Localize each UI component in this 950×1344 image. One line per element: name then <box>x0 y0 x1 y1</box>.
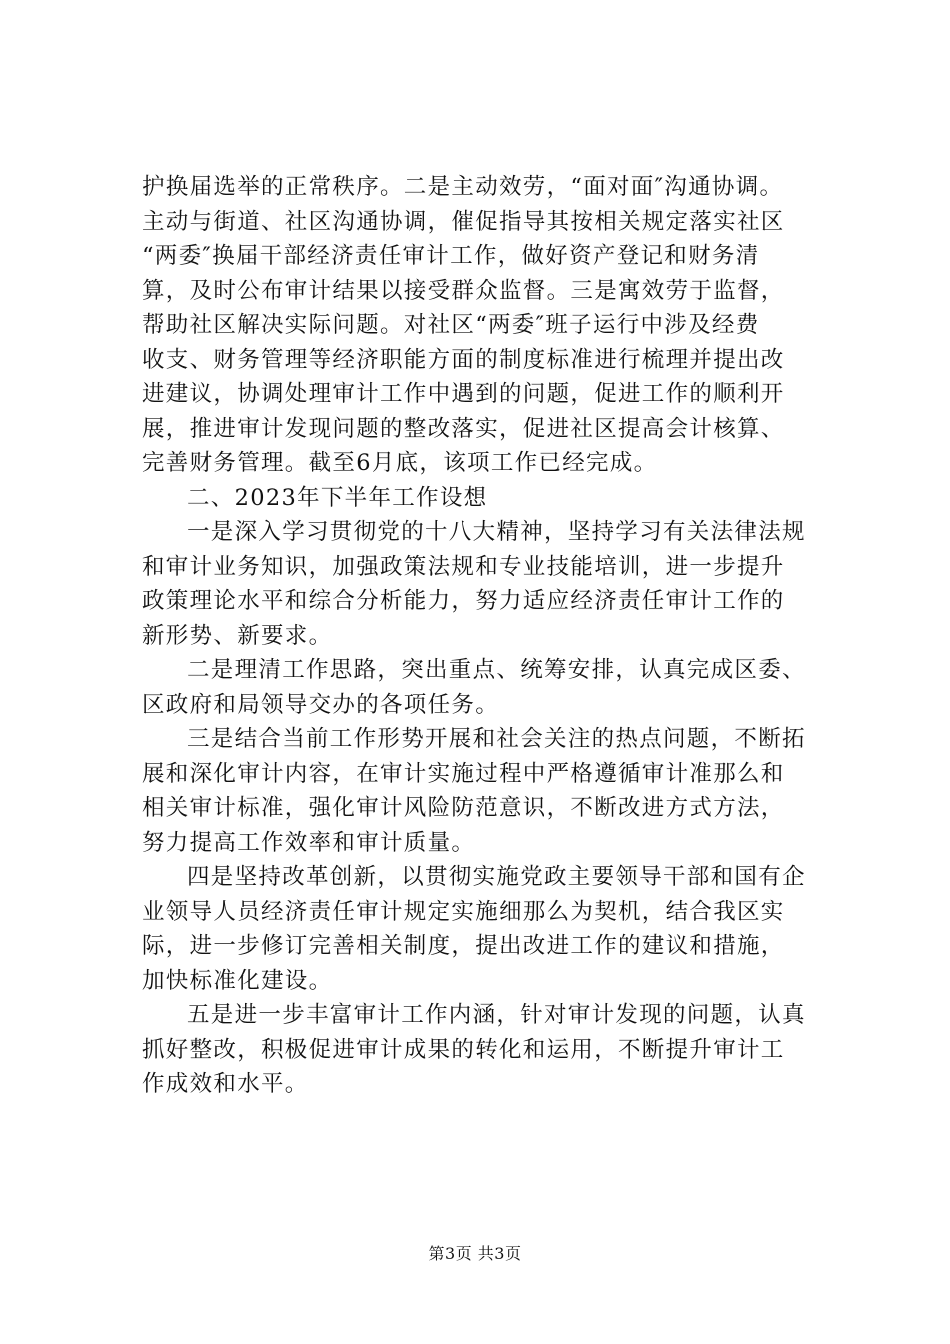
text-line: 政策理论水平和综合分析能力，努力适应经济责任审计工作的 <box>142 588 785 614</box>
text-line: 和审计业务知识，加强政策法规和专业技能培训，进一步提升 <box>142 553 785 580</box>
text-line: 进建议，协调处理审计工作中遇到的问题，促进工作的顺利开 <box>142 381 785 407</box>
text-line: 算，及时公布审计结果以接受群众监督。三是寓效劳于监督， <box>142 277 785 304</box>
text-line: 四是坚持改革创新，以贯彻实施党政主要领导干部和国有企 <box>187 864 806 890</box>
text-line: 抓好整改，积极促进审计成果的转化和运用，不断提升审计工 <box>142 1036 785 1063</box>
text-line: 完善财务管理。截至6月底，该项工作已经完成。 <box>142 450 658 476</box>
text-line: 三是结合当前工作形势开展和社会关注的热点问题，不断拓 <box>187 726 806 752</box>
text-line: 相关审计标准，强化审计风险防范意识，不断改进方式方法， <box>142 795 785 821</box>
text-line: 帮助社区解决实际问题。对社区“两委″班子运行中涉及经费 <box>142 312 760 338</box>
text-line: 五是进一步丰富审计工作内涵，针对审计发现的问题，认真 <box>187 1002 806 1028</box>
text-line: 收支、财务管理等经济职能方面的制度标准进行梳理并提出改 <box>142 346 785 373</box>
text-line: 作成效和水平。 <box>142 1071 309 1097</box>
text-line: 新形势、新要求。 <box>142 622 333 649</box>
text-line: “两委″换届干部经济责任审计工作，做好资产登记和财务清 <box>142 243 760 269</box>
text-line: 加快标准化建设。 <box>142 967 333 994</box>
page-footer: 第3页 共3页 <box>428 1244 522 1263</box>
text-line: 主动与街道、社区沟通协调，催促指导其按相关规定落实社区 <box>142 208 785 235</box>
text-line: 展和深化审计内容，在审计实施过程中严格遵循审计准那么和 <box>142 760 785 787</box>
text-line: 努力提高工作效率和审计质量。 <box>142 829 476 856</box>
text-line: 二是理清工作思路，突出重点、统筹安排，认真完成区委、 <box>187 657 806 683</box>
text-line: 业领导人员经济责任审计规定实施细那么为契机，结合我区实 <box>142 898 785 925</box>
text-line: 护换届选举的正常秩序。二是主动效劳，“面对面″沟通协调。 <box>142 174 784 200</box>
text-line: 展，推进审计发现问题的整改落实，促进社区提高会计核算、 <box>142 415 785 442</box>
text-line: 区政府和局领导交办的各项任务。 <box>142 691 500 718</box>
text-line: 二、2023年下半年工作设想 <box>187 484 488 511</box>
text-line: 一是深入学习贯彻党的十八大精神，坚持学习有关法律法规 <box>187 519 806 545</box>
text-line: 际，进一步修订完善相关制度，提出改进工作的建议和措施， <box>142 933 785 959</box>
document-body <box>142 170 832 1102</box>
